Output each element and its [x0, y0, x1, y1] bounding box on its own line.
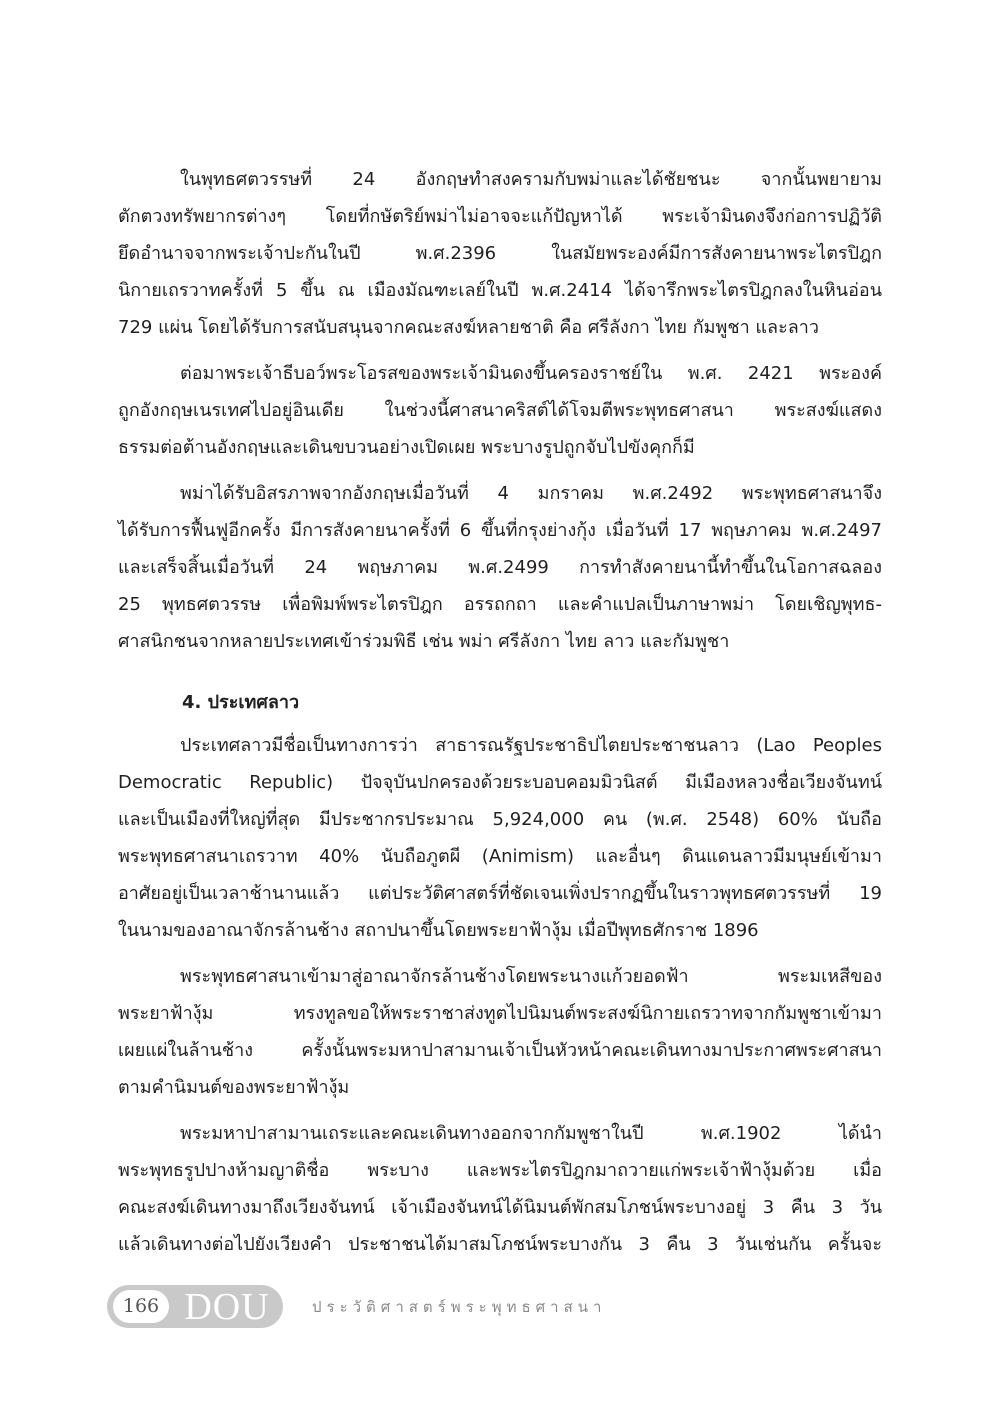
text-line: 25 พุทธศตวรรษ เพื่อพิมพ์พระไตรปิฎก อรรถกถา และคำแปลเป็นภาษาพม่า โดยเชิญพุทธ- [118, 594, 882, 615]
text-line: แล้วเดินทางต่อไปยังเวียงคำ ประชาชนได้มาสมโภชน์พระบางกัน 3 คืน 3 วันเช่นกัน ครั้นจะ [118, 1234, 882, 1255]
text-line: ในนามของอาณาจักรล้านช้าง สถาปนาขึ้นโดยพระยาฟ้างุ้ม เมื่อปีพุทธศักราช 1896 [118, 920, 759, 941]
text-line: ตักตวงทรัพยากรต่างๆ โดยที่กษัตริย์พม่าไม่อาจจะแก้ปัญหาได้ พระเจ้ามินดงจึงก่อการปฏิวัติ [118, 206, 882, 227]
text-line: นิกายเถรวาทครั้งที่ 5 ขึ้น ณ เมืองมัณฑะเลย์ในปี พ.ศ.2414 ได้จารึกพระไตรปิฎกลงในหินอ่อน [118, 280, 882, 301]
text-line: เผยแผ่ในล้านช้าง ครั้งนั้นพระมหาปาสามานเจ้าเป็นหัวหน้าคณะเดินทางมาประกาศพระศาสนา [118, 1040, 882, 1061]
text-line: อาศัยอยู่เป็นเวลาช้านานแล้ว แต่ประวัติศาสตร์ที่ชัดเจนเพิ่งปรากฏขึ้นในราวพุทธศตวรรษที่ 19 [118, 883, 882, 904]
text-line: 729 แผ่น โดยได้รับการสนับสนุนจากคณะสงฆ์หลายชาติ คือ ศรีลังกา ไทย กัมพูชา และลาว [118, 317, 819, 338]
page-footer [107, 1285, 667, 1328]
text-line: พม่าได้รับอิสรภาพจากอังกฤษเมื่อวันที่ 4 มกราคม พ.ศ.2492 พระพุทธศาสนาจึง [180, 483, 882, 504]
text-line: ธรรมต่อต้านอังกฤษและเดินขบวนอย่างเปิดเผย พระบางรูปถูกจับไปขังคุกก็มี [118, 437, 695, 458]
paragraph [118, 475, 882, 660]
text-line: พระพุทธรูปปางห้ามญาติชื่อ พระบาง และพระไตรปิฎกมาถวายแก่พระเจ้าฟ้างุ้มด้วย เมื่อ [118, 1160, 882, 1181]
footer-badge [107, 1285, 283, 1328]
text-line: ได้รับการฟื้นฟูอีกครั้ง มีการสังคายนาครั้งที่ 6 ขึ้นที่กรุงย่างกุ้ง เมื่อวันที่ 17 พฤษภาคม พ.ศ.2497 [118, 520, 882, 541]
text-line: Democratic Republic) ปัจจุบันปกครองด้วยระบอบคอมมิวนิสต์ มีเมืองหลวงชื่อเวียงจันทน์ [118, 772, 882, 793]
text-line: ยึดอำนาจจากพระเจ้าปะกันในปี พ.ศ.2396 ในสมัยพระองค์มีการสังคายนาพระไตรปิฎก [118, 243, 882, 264]
body-text [118, 161, 882, 1263]
paragraph [118, 727, 882, 949]
paragraph [118, 161, 882, 346]
text-line: พระพุทธศาสนาเถรวาท 40% นับถือภูตผี (Animism) และอื่นๆ ดินแดนลาวมีมนุษย์เข้ามา [118, 846, 882, 867]
text-line: และเสร็จสิ้นเมื่อวันที่ 24 พฤษภาคม พ.ศ.2499 การทำสังคายนานี้ทำขึ้นในโอกาสฉลอง [118, 557, 882, 578]
text-line: ถูกอังกฤษเนรเทศไปอยู่อินเดีย ในช่วงนี้ศาสนาคริสต์ได้โจมตีพระพุทธศาสนา พระสงฆ์แสดง [118, 400, 882, 421]
text-line: พระพุทธศาสนาเข้ามาสู่อาณาจักรล้านช้างโดยพระนางแก้วยอดฟ้า พระมเหสีของ [180, 966, 882, 987]
text-line: ประเทศลาวมีชื่อเป็นทางการว่า สาธารณรัฐประชาธิปไตยประชาชนลาว (Lao Peoples [180, 735, 882, 756]
paragraph [118, 1115, 882, 1263]
text-line: ในพุทธศตวรรษที่ 24 อังกฤษทำสงครามกับพม่าและได้ชัยชนะ จากนั้นพยายาม [180, 169, 882, 190]
paragraph [118, 958, 882, 1106]
text-line: ตามคำนิมนต์ของพระยาฟ้างุ้ม [118, 1077, 350, 1098]
text-line: พระมหาปาสามานเถระและคณะเดินทางออกจากกัมพูชาในปี พ.ศ.1902 ได้นำ [180, 1123, 882, 1144]
text-line: ต่อมาพระเจ้าธีบอว์พระโอรสของพระเจ้ามินดงขึ้นครองราชย์ใน พ.ศ. 2421 พระองค์ [180, 363, 882, 384]
running-title: ประวัติศาสตร์พระพุทธศาสนา [312, 1298, 607, 1316]
text-line: พระยาฟ้างุ้ม ทรงทูลขอให้พระราชาส่งทูตไปนิมนต์พระสงฆ์นิกายเถรวาทจากกัมพูชาเข้ามา [118, 1003, 882, 1024]
section-heading: 4. ประเทศลาว [182, 692, 300, 713]
text-line: คณะสงฆ์เดินทางมาถึงเวียงจันทน์ เจ้าเมืองจันทน์ได้นิมนต์พักสมโภชน์พระบางอยู่ 3 คืน 3 วัน [118, 1197, 882, 1218]
text-line: ศาสนิกชนจากหลายประเทศเข้าร่วมพิธี เช่น พม่า ศรีลังกา ไทย ลาว และกัมพูชา [118, 631, 730, 652]
text-line: และเป็นเมืองที่ใหญ่ที่สุด มีประชากรประมาณ 5,924,000 คน (พ.ศ. 2548) 60% นับถือ [118, 809, 882, 830]
paragraph [118, 355, 882, 466]
page-number: 166 [113, 1290, 169, 1323]
dou-logo: DOU [184, 1286, 270, 1328]
